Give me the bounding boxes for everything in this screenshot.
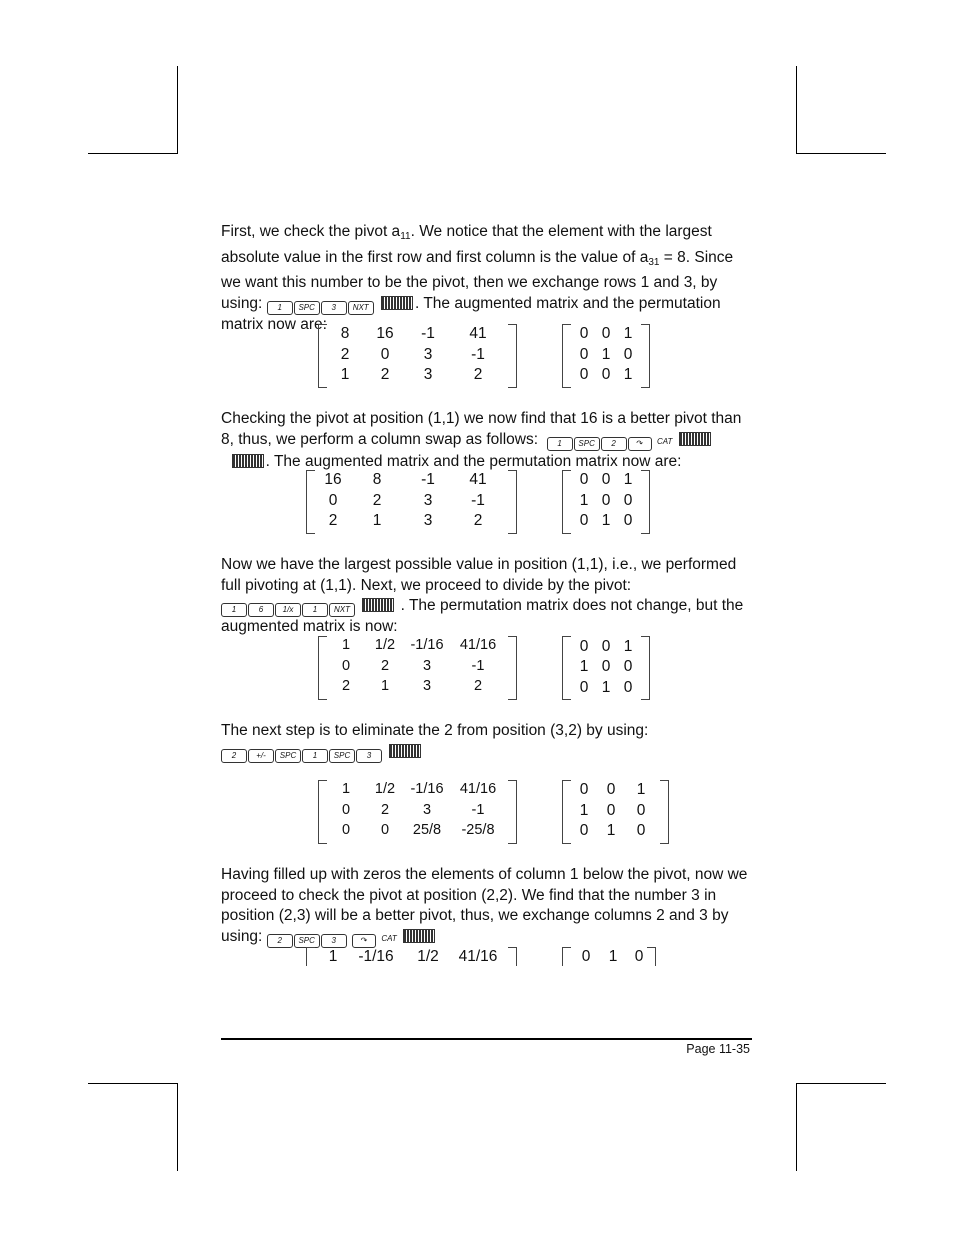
bracket-right (641, 636, 650, 700)
bracket-left (306, 470, 315, 534)
bracket-right (641, 470, 650, 534)
bracket-left (318, 780, 327, 844)
key-1: 1 (302, 603, 328, 617)
bracket-left (562, 636, 571, 700)
softkey-ok-icon (679, 432, 711, 446)
bracket-right (660, 780, 669, 844)
key-nxt: NXT (329, 603, 355, 617)
key-spc: SPC (329, 749, 355, 763)
paragraph-5: Having filled up with zeros the elements of column 1 below the pivot, now we proceed to check the pivot at position (2,2). We find that the number 3 in position (2,3) will be a better pivot, thus, we exchange columns 2 and 3 by using: 2 SPC 3 ↷ CAT (221, 865, 752, 949)
key-6: 6 (248, 603, 274, 617)
key-right-shift-icon: ↷ (352, 934, 376, 948)
crop-mark (796, 1083, 797, 1171)
bracket-left (562, 780, 571, 844)
key-1: 1 (267, 301, 293, 315)
bracket-left (318, 324, 327, 388)
softkey-rcij-icon (389, 744, 421, 758)
paragraph-4: The next step is to eliminate the 2 from position (3,2) by using: 2 +/- SPC 1 SPC 3 (221, 721, 752, 763)
softkey-csw-icon (232, 454, 264, 468)
paragraph-3: Now we have the largest possible value in position (1,1), i.e., we performed full pivoting at (1,1). Next, we proceed to divide by the pivot: 1 6 1/x 1 NXT . The permutation matrix does not change, but the augmented matrix is now: (221, 556, 744, 636)
paragraph-1: First, we check the pivot $a_{11}$. We notice that the element with the largest absolute value in the first row and first column is the value of $a_{31} = 8$. Since we want this number to be the pivot, then we exchange rows 1 and 3, by using: 1 SPC 3 NXT . The augmented matrix and the permutation matrix now are: (221, 223, 734, 333)
cat-label: CAT (381, 933, 397, 943)
key-spc: SPC (294, 934, 320, 948)
key-2: 2 (221, 749, 247, 763)
crop-mark (797, 153, 886, 154)
key-spc: SPC (275, 749, 301, 763)
key-2: 2 (601, 437, 627, 451)
bracket-right (508, 636, 517, 700)
bracket-right (641, 324, 650, 388)
key-spc: SPC (294, 301, 320, 315)
crop-mark (796, 66, 797, 154)
bracket-right (508, 324, 517, 388)
crop-mark (177, 66, 178, 154)
footer-rule (221, 1038, 752, 1040)
crop-mark (177, 1083, 178, 1171)
key-1: 1 (302, 749, 328, 763)
key-nxt: NXT (348, 301, 374, 315)
crop-mark (88, 153, 177, 154)
softkey-rci-icon (362, 598, 394, 612)
key-right-shift-icon: ↷ (628, 437, 652, 451)
key-inverse: 1/x (275, 603, 301, 617)
key-spc: SPC (574, 437, 600, 451)
paragraph-2: Checking the pivot at position (1,1) we now find that 16 is a better pivot than 8, thus, we perform a column swap as follows: 1 SPC 2 ↷ CAT . The augmented matrix and the permutation matrix now are: (221, 410, 742, 471)
key-3: 3 (356, 749, 382, 763)
bracket-left (562, 324, 571, 388)
softkey-ok-icon (403, 929, 435, 943)
softkey-rswp-icon (381, 296, 413, 310)
key-2: 2 (267, 934, 293, 948)
key-3: 3 (321, 934, 347, 948)
bracket-left (318, 636, 327, 700)
bracket-right (508, 947, 517, 966)
crop-mark (88, 1083, 177, 1084)
key-1: 1 (547, 437, 573, 451)
key-1: 1 (221, 603, 247, 617)
cat-label: CAT (656, 436, 673, 446)
bracket-left (306, 947, 315, 966)
bracket-left (562, 947, 571, 966)
bracket-right (508, 470, 517, 534)
page-number: Page 11-35 (686, 1042, 750, 1056)
crop-mark (797, 1083, 886, 1084)
key-3: 3 (321, 301, 347, 315)
bracket-right (508, 780, 517, 844)
key-negate: +/- (248, 749, 274, 763)
bracket-left (562, 470, 571, 534)
